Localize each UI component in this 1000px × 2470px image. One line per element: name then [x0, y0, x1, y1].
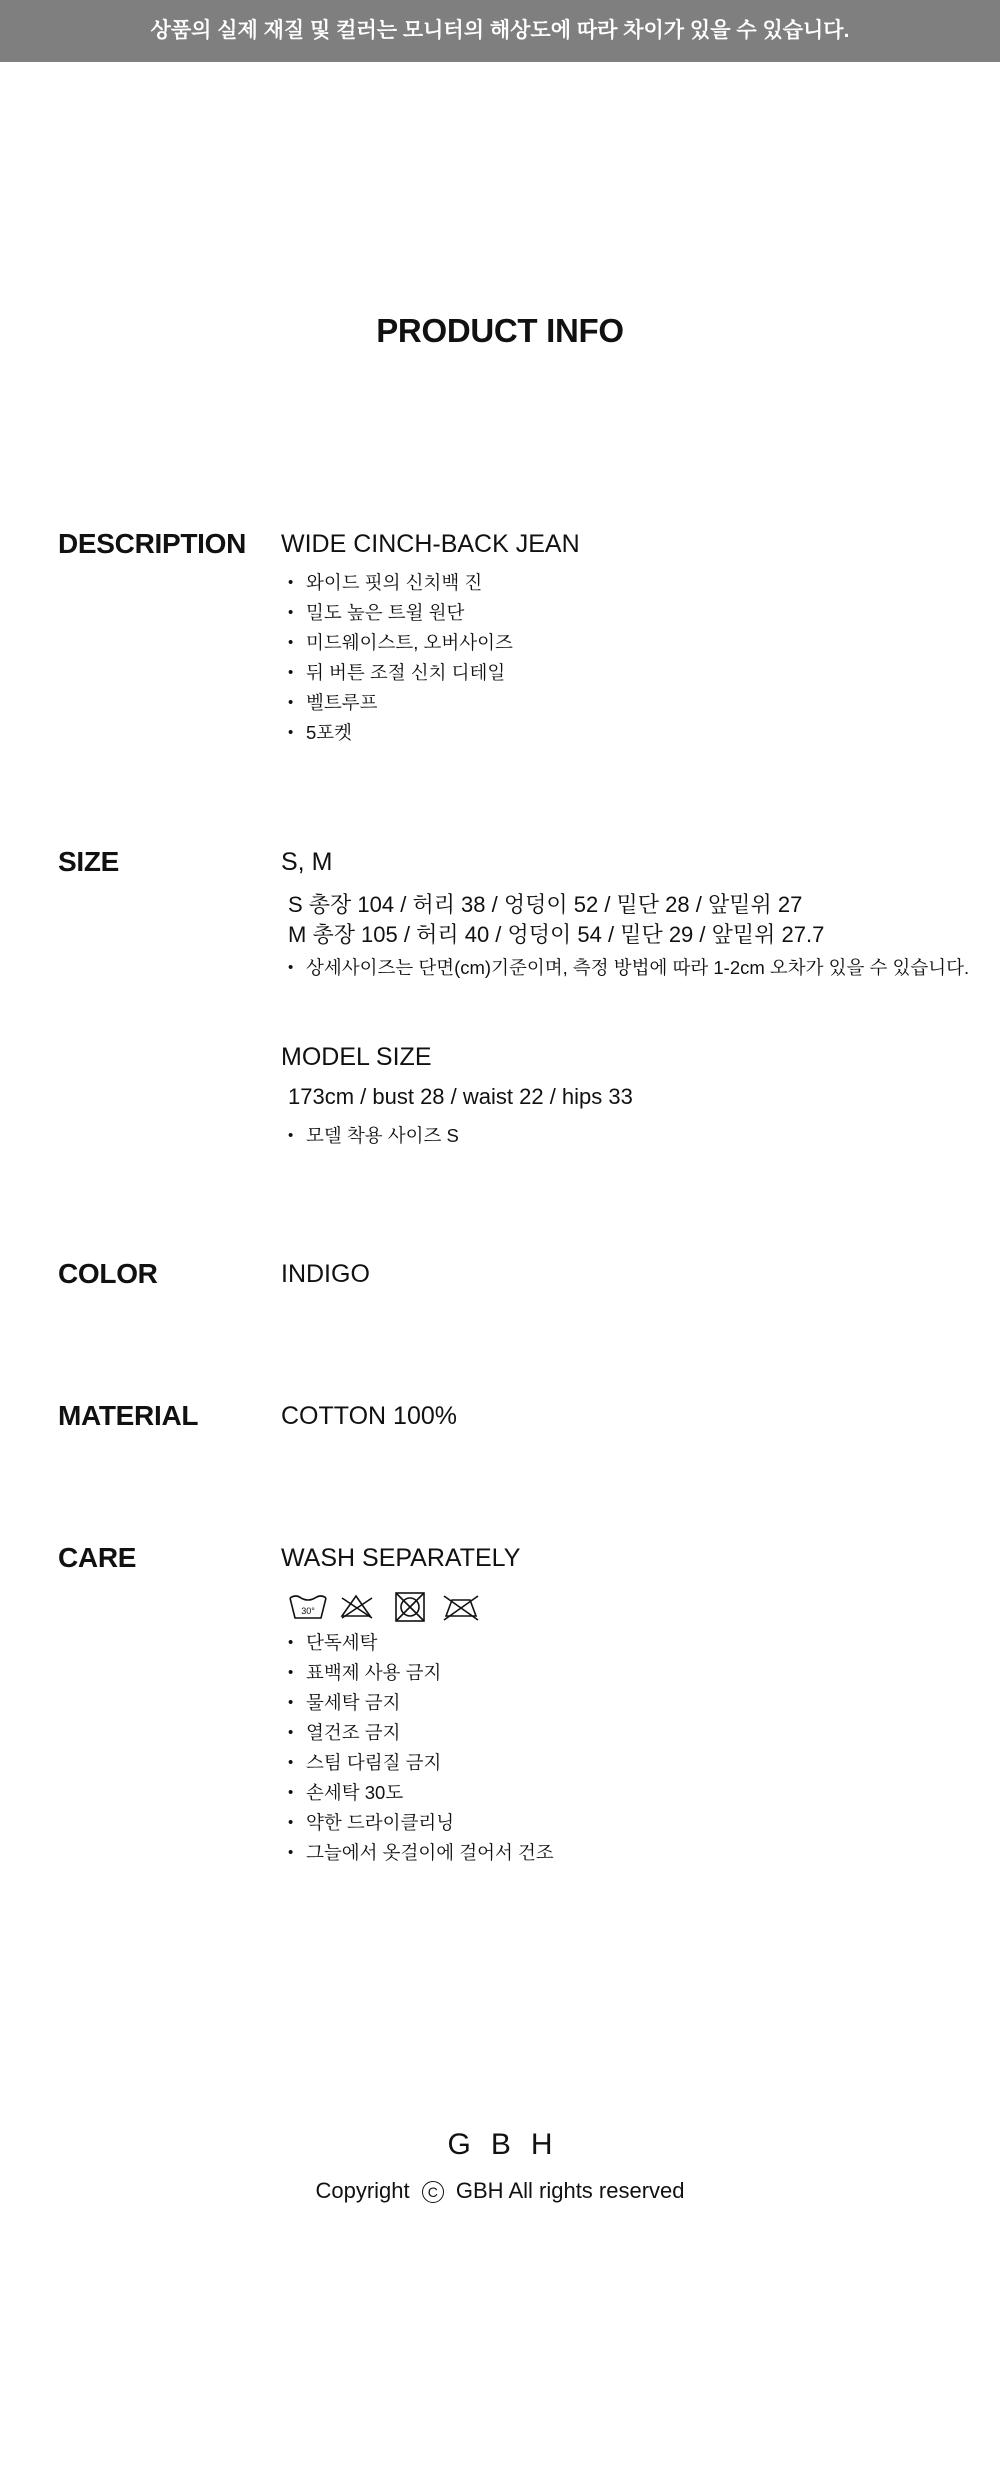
list-item: • 열건조 금지	[288, 1718, 554, 1748]
brand-logo: GBH	[447, 2128, 573, 2161]
list-item: • 표백제 사용 금지	[288, 1658, 554, 1688]
size-line-s: S 총장 104 / 허리 38 / 엉덩이 52 / 밑단 28 / 앞밑위 27	[288, 892, 803, 917]
section-label-material: MATERIAL	[58, 1400, 199, 1431]
list-item: • 5포켓	[288, 718, 513, 748]
notice-banner	[0, 0, 1000, 62]
care-heading: WASH SEPARATELY	[281, 1544, 521, 1572]
copyright-line	[0, 2178, 1000, 2204]
section-label-care: CARE	[58, 1542, 137, 1573]
list-item: • 뒤 버튼 조절 신치 디테일	[288, 658, 513, 688]
model-size-list	[288, 1121, 459, 1151]
list-item: • 약한 드라이클리닝	[288, 1808, 554, 1838]
page-title: PRODUCT INFO	[376, 312, 624, 349]
model-size-line: 173cm / bust 28 / waist 22 / hips 33	[288, 1084, 633, 1109]
copyright-icon: C	[422, 2181, 444, 2203]
no-iron-icon	[444, 1596, 478, 1620]
description-list	[288, 568, 513, 748]
model-size-heading: MODEL SIZE	[281, 1043, 432, 1071]
list-item: • 모델 착용 사이즈 S	[288, 1121, 459, 1151]
material-value: COTTON 100%	[281, 1402, 457, 1430]
section-label-color: COLOR	[58, 1258, 158, 1289]
size-note-list	[288, 953, 969, 983]
list-item: • 상세사이즈는 단면(cm)기준이며, 측정 방법에 따라 1-2cm 오차가 있을 수 있습니다.	[288, 953, 969, 983]
notice-text: 상품의 실제 재질 및 컬러는 모니터의 해상도에 따라 차이가 있을 수 있습니다.	[150, 19, 850, 42]
copyright-suffix: GBH All rights reserved	[455, 2178, 685, 2203]
color-value: INDIGO	[281, 1260, 370, 1288]
no-tumble-dry-icon	[396, 1593, 424, 1621]
list-item: • 그늘에서 옷걸이에 걸어서 건조	[288, 1838, 554, 1868]
list-item: • 벨트루프	[288, 688, 513, 718]
section-label-description: DESCRIPTION	[58, 528, 247, 559]
list-item: • 스팀 다림질 금지	[288, 1748, 554, 1778]
size-heading: S, M	[281, 848, 333, 876]
svg-text:30°: 30°	[301, 1606, 315, 1616]
list-item: • 손세탁 30도	[288, 1778, 554, 1808]
list-item: • 미드웨이스트, 오버사이즈	[288, 628, 513, 658]
description-heading: WIDE CINCH-BACK JEAN	[281, 530, 580, 558]
list-item: • 밀도 높은 트윌 원단	[288, 598, 513, 628]
care-list	[288, 1628, 554, 1868]
section-label-size: SIZE	[58, 846, 120, 877]
hand-wash-30-icon	[290, 1596, 326, 1618]
copyright-prefix: Copyright	[315, 2178, 410, 2203]
list-item: • 물세탁 금지	[288, 1688, 554, 1718]
list-item: • 와이드 핏의 신치백 진	[288, 568, 513, 598]
no-bleach-icon	[342, 1596, 372, 1618]
care-icons	[288, 1590, 508, 1624]
size-line-m: M 총장 105 / 허리 40 / 엉덩이 54 / 밑단 29 / 앞밑위 27.7	[288, 922, 825, 947]
list-item: • 단독세탁	[288, 1628, 554, 1658]
